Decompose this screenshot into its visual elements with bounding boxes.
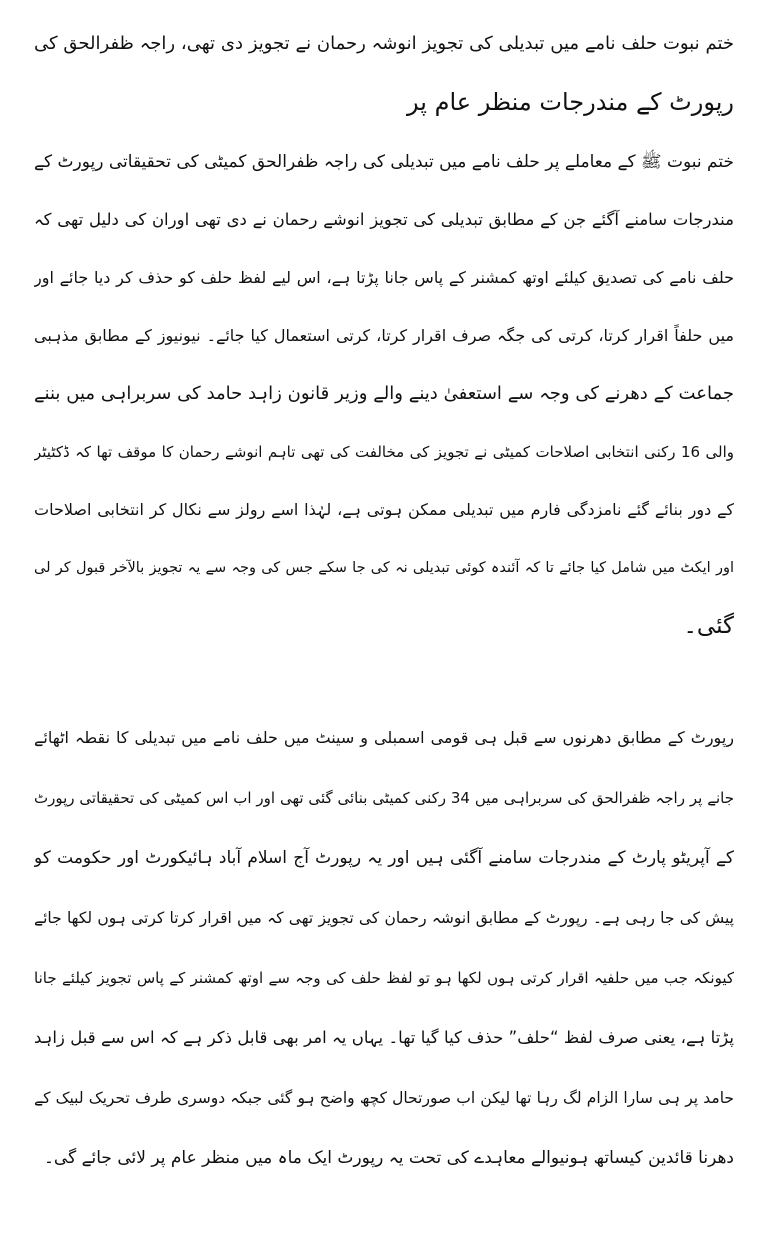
paragraph1-line-5: جماعت کے دھرنے کی وجہ سے استعفیٰ دینے والے وزیر قانون زاہد حامد کی سربراہی میں بننے [34, 383, 734, 404]
paragraph1-line-3: حلف نامے کی تصدیق کیلئے اوتھ کمشنر کے پاس جانا پڑتا ہے، اس لیے لفظ حلف کو حذف کر دیا جائے اور [34, 268, 734, 287]
paragraph2-line-5: کیونکہ جب میں حلفیہ اقرار کرتی ہوں لکھا ہو تو لفظ حلف کی وجہ سے اوتھ کمشنر کے پاس تجویز کیلئے جانا [34, 969, 734, 987]
paragraph1-line-8: اور ایکٹ میں شامل کیا جائے تا کہ آئندہ کوئی تبدیلی نہ کی جا سکے جس کی وجہ سے یہ تجویز بالآخر قبول کر لی [34, 560, 734, 576]
paragraph2-line-6: پڑتا ہے، یعنی صرف لفظ “حلف” حذف کیا گیا تھا۔ یہاں یہ امر بھی قابل ذکر ہے کہ اس سے قبل زاہد [34, 1028, 734, 1047]
paragraph2-line-3: کے آپریٹو پارٹ کے مندرجات سامنے آگئی ہیں اور یہ رپورٹ آج اسلام آباد ہائیکورٹ اور حکومت کو [34, 848, 734, 868]
paragraph1-line-1: ختم نبوت ﷺ کے معاملے پر حلف نامے میں تبدیلی کی راجہ ظفرالحق کمیٹی کی تحقیقاتی رپورٹ کے [34, 152, 734, 172]
paragraph1-line-7: کے دور بنائے گئے نامزدگی فارم میں تبدیلی ممکن ہوتی ہے، لہٰذا اسے رولز سے نکال کر انتخابی اصلاحات [34, 500, 734, 519]
paragraph1-line-6: والی 16 رکنی انتخابی اصلاحات کمیٹی نے تجویز کی مخالفت کی تھی تاہم انوشے رحمان کا موقف تھا کہ ڈکٹیٹر [34, 443, 734, 461]
headline-line-2: رپورٹ کے مندرجات منظر عام پر [407, 88, 734, 116]
paragraph2-line-1: رپورٹ کے مطابق دھرنوں سے قبل ہی قومی اسمبلی و سینٹ میں حلف نامے میں تبدیلی کا نقطہ اٹھائے [34, 728, 734, 747]
paragraph2-line-7: حامد پر ہی سارا الزام لگ رہا تھا لیکن اب صورتحال کچھ واضح ہو گئی جبکہ دوسری طرف تحریک لبیک کے [34, 1089, 734, 1107]
headline-line-1: ختم نبوت حلف نامے میں تبدیلی کی تجویز انوشہ رحمان نے تجویز دی تھی، راجہ ظفرالحق کی [34, 33, 734, 54]
paragraph2-line-2: جانے پر راجہ ظفرالحق کی سربراہی میں 34 رکنی کمیٹی بنائی گئی تھی اور اب اس کمیٹی کی تحقیقاتی رپورٹ [34, 789, 734, 807]
paragraph2-line-4: پیش کی جا رہی ہے۔ رپورٹ کے مطابق انوشہ رحمان کی تجویز تھی کہ میں اقرار کرتا کرتی ہوں لکھا جائے [34, 909, 734, 927]
paragraph1-line-9: گئی۔ [683, 613, 734, 639]
paragraph1-line-2: مندرجات سامنے آگئے جن کے مطابق تبدیلی کی تجویز انوشے رحمان نے دی تھی اوران کی دلیل تھی کہ [34, 210, 734, 229]
paragraph2-line-8: دھرنا قائدین کیساتھ ہونیوالے معاہدے کی تحت یہ رپورٹ ایک ماہ میں منظر عام پر لائی جائے گی۔ [43, 1148, 734, 1168]
paragraph1-line-4: میں حلفاً اقرار کرتا، کرتی کی جگہ صرف اقرار کرتا، کرتی استعمال کیا جائے۔ نیونیوز کے مطابق مذہبی [34, 326, 734, 345]
